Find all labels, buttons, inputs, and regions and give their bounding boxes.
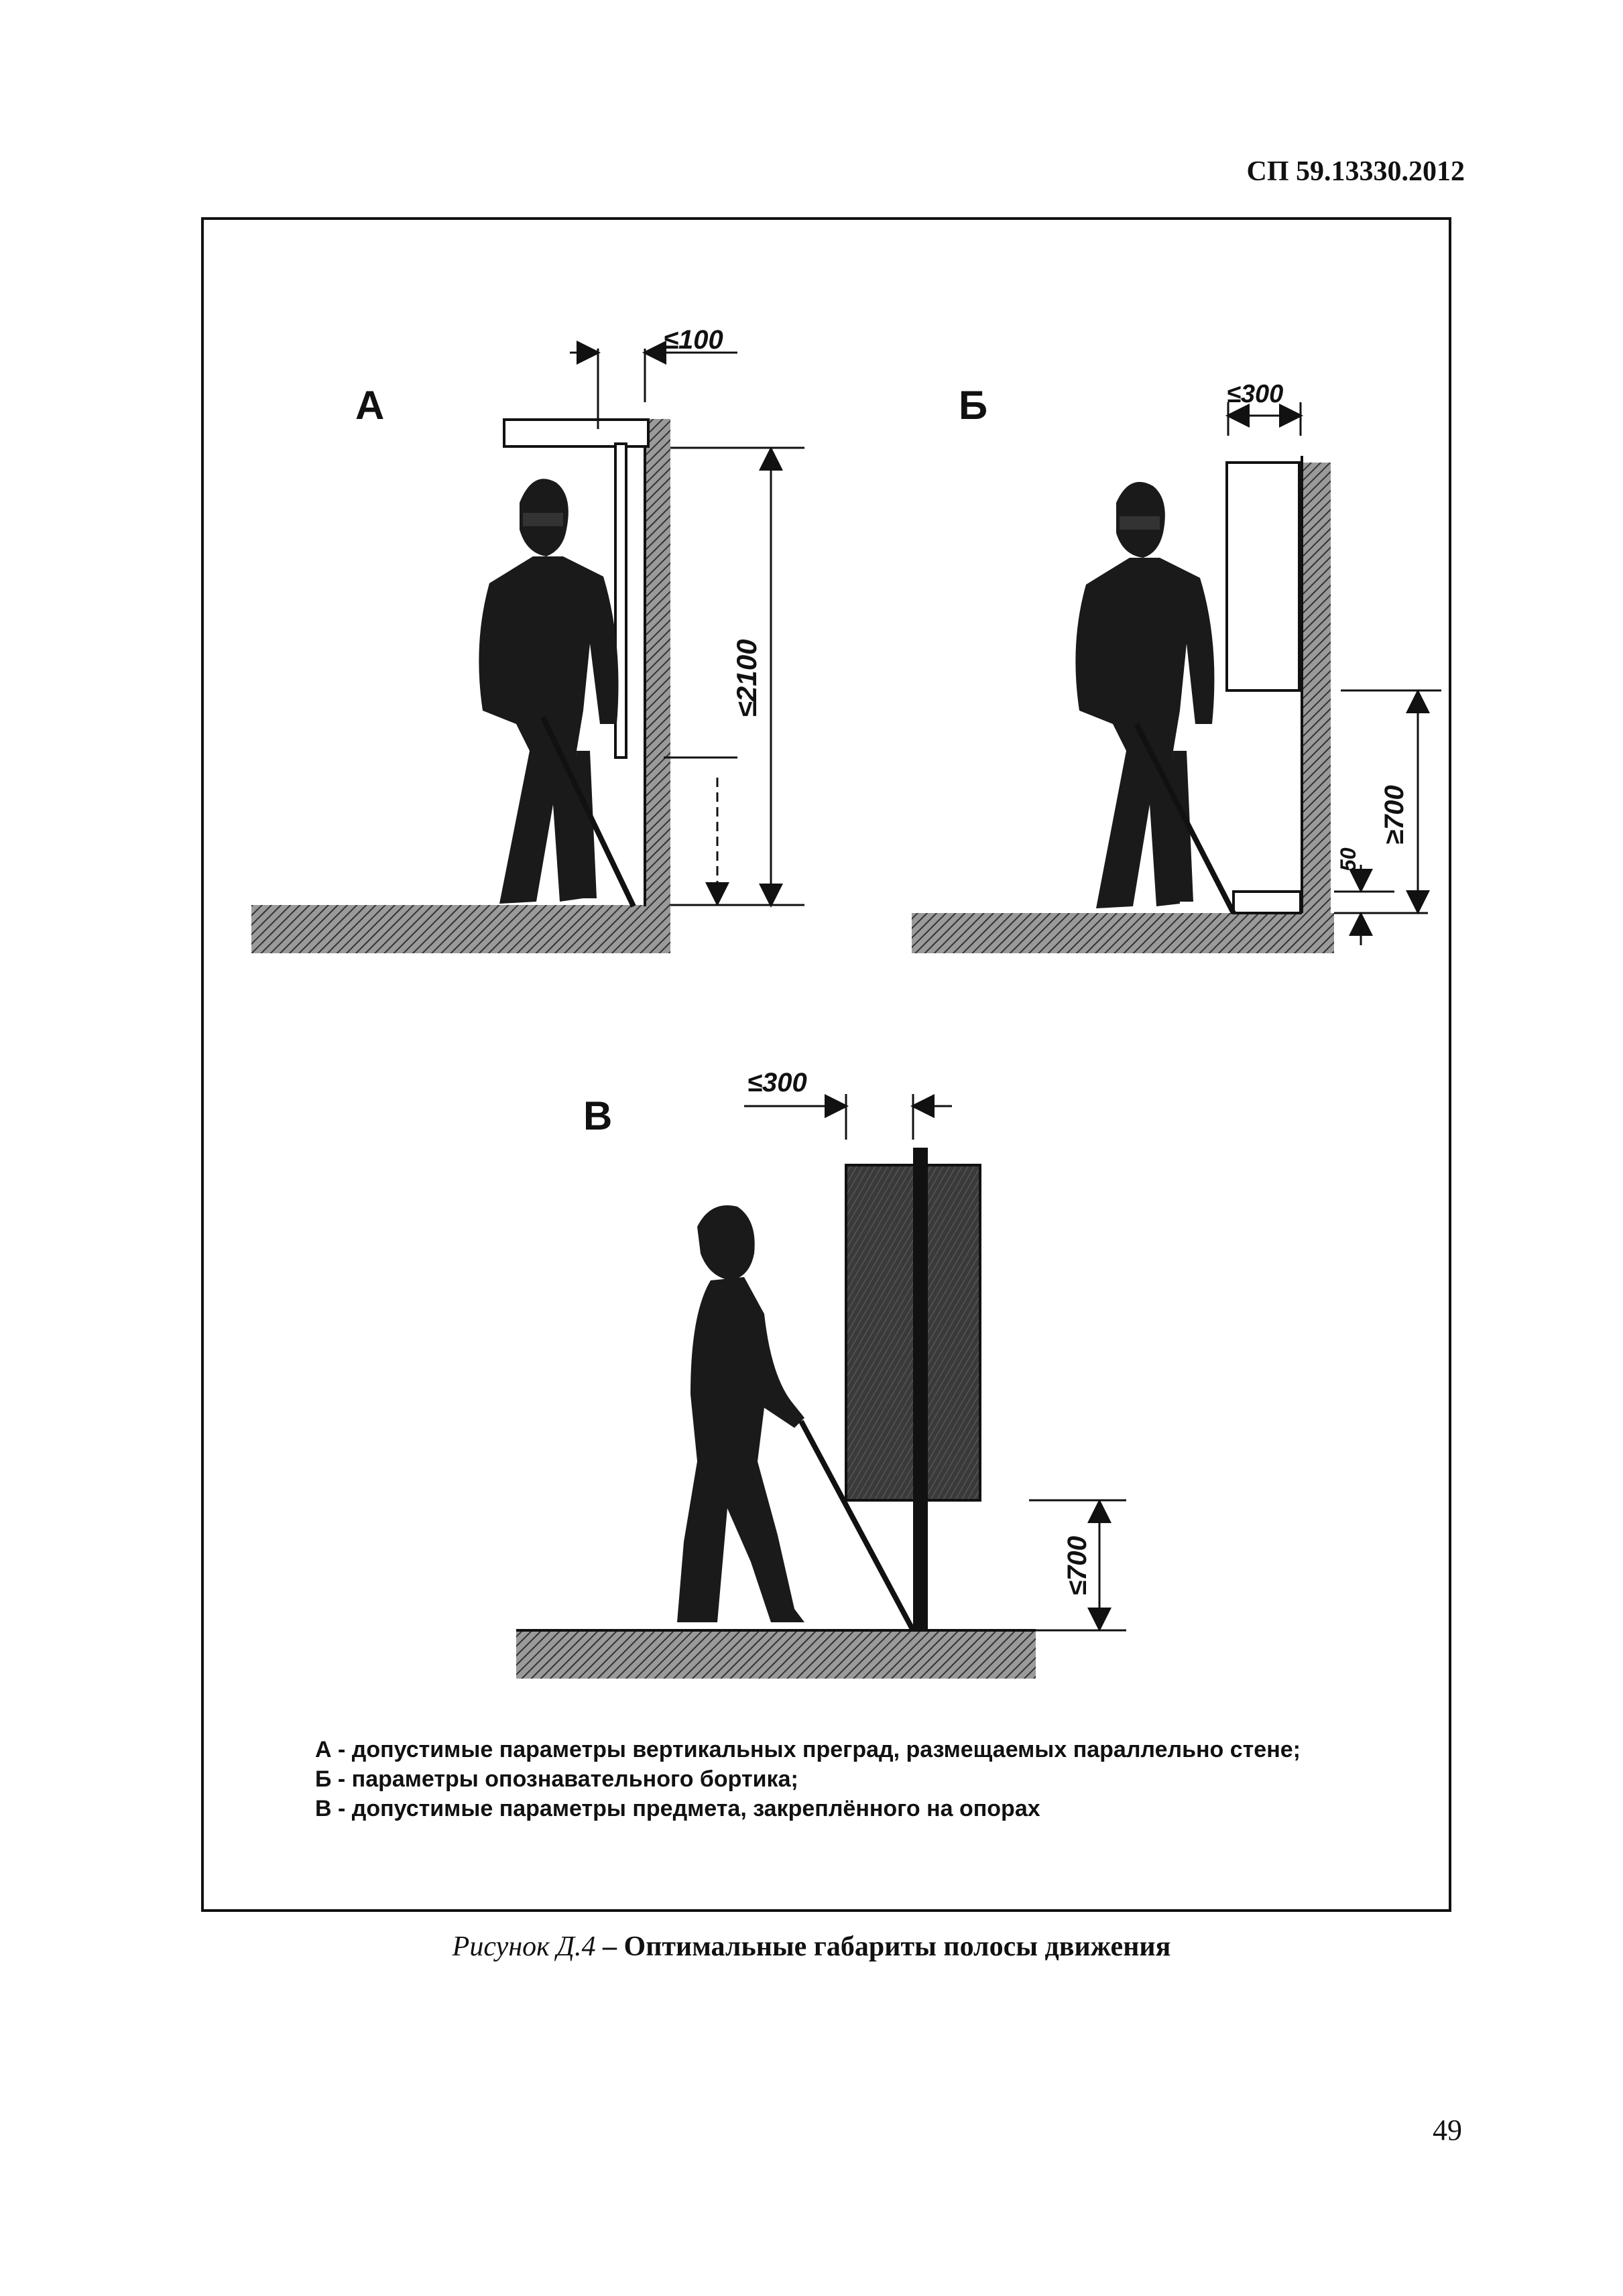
panel-b-dim-50: 50 bbox=[1336, 847, 1360, 871]
page-number: 49 bbox=[1433, 2114, 1462, 2147]
panel-c-floor bbox=[516, 1630, 1036, 1679]
panel-c bbox=[516, 1068, 1126, 1679]
panel-c-person bbox=[677, 1205, 804, 1622]
panel-b-floor bbox=[912, 913, 1334, 953]
panel-b-dim-700: ≥700 bbox=[1380, 785, 1409, 845]
panel-c-dim-700: ≤700 bbox=[1063, 1536, 1092, 1595]
panel-b-person bbox=[1075, 482, 1214, 908]
caption-text: Оптимальные габариты полосы движения bbox=[623, 1931, 1171, 1962]
panel-c-letter: В bbox=[583, 1093, 613, 1138]
legend-item-c: В - допустимые параметры предмета, закреплённого на опорах bbox=[315, 1796, 1040, 1821]
panel-a-person bbox=[479, 479, 618, 904]
panel-b-curb bbox=[1234, 892, 1301, 913]
panel-a-dim-2100: ≤2100 bbox=[731, 639, 762, 717]
panel-b-dim-300: ≤300 bbox=[1227, 380, 1284, 408]
panel-a-wall bbox=[645, 419, 670, 953]
panel-b-wall-object bbox=[1227, 463, 1299, 690]
panel-b-letter: Б bbox=[959, 383, 988, 428]
caption-label: Рисунок Д.4 bbox=[452, 1931, 596, 1962]
panel-a-letter: А bbox=[355, 383, 385, 428]
figure-legend bbox=[315, 1735, 1301, 1823]
caption-dash: – bbox=[595, 1931, 624, 1962]
panel-c-pole bbox=[913, 1148, 928, 1632]
figure-caption bbox=[0, 1931, 1623, 1963]
legend-item-b: Б - параметры опознавательного бортика; bbox=[315, 1766, 798, 1792]
panel-b-wall bbox=[1301, 463, 1331, 945]
panel-a-floor bbox=[251, 905, 654, 953]
legend-item-a: А - допустимые параметры вертикальных преград, размещаемых параллельно стене; bbox=[315, 1737, 1301, 1762]
panel-c-dim-300: ≤300 bbox=[747, 1068, 807, 1097]
panel-a bbox=[251, 325, 804, 953]
panel-a-dim-100: ≤100 bbox=[664, 325, 723, 355]
panel-b bbox=[912, 380, 1441, 953]
document-code: СП 59.13330.2012 bbox=[1246, 156, 1465, 187]
